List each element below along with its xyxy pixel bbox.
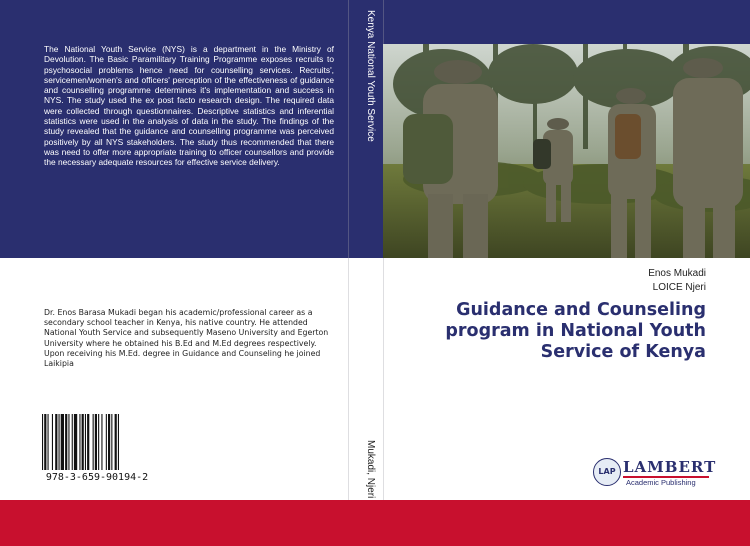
soldiers-photo [383, 44, 750, 258]
author-name: Enos Mukadi [648, 268, 706, 279]
cover-red-band [0, 500, 750, 546]
publisher-logo [593, 456, 717, 490]
publisher-name: LAMBERT [623, 458, 717, 476]
spine-fold-left [348, 0, 349, 500]
isbn-number: 978-3-659-90194-2 [45, 472, 149, 483]
book-title: Guidance and Counseling program in National Youth Service of Kenya [445, 300, 706, 362]
author-name: LOICE Njeri [652, 282, 706, 293]
back-cover-blurb: The National Youth Service (NYS) is a department in the Ministry of Devolution. The Basic Paramilitary Training Programme exposes recruits to psychosocial problems hence need for counselling services. Recruits', servicemen/women's and officers' perception of the effectiveness of guidance and counselling programme determines it's implementation and success in NYS. The study used the ex post facto research design. The required data were collected through questionnaires. Descriptive statistics and inferential statistics were used in the analysis of data in the study. The findings of the study revealed that the guidance and counselling programme was perceived positively by all NYS stakeholders. The study thus recommended that there was need to offer more appropriate training to officer counsellors and provide the necessary adequate resources for effective service delivery. [44, 44, 334, 168]
publisher-subtitle: Academic Publishing [626, 478, 696, 487]
spine-author [356, 440, 380, 500]
spine-title-text: Kenya National Youth Service [365, 10, 376, 142]
soldiers-photo-icon [383, 44, 750, 258]
spine-author-text: Mukadi, Njeri [365, 440, 376, 499]
barcode-icon [42, 414, 152, 472]
front-authors [648, 267, 706, 295]
spine-title [356, 10, 380, 250]
author-bio: Dr. Enos Barasa Mukadi began his academic/professional career as a secondary school teacher in Kenya, his native country. He attended National Youth Service and subsequently Maseno University and Egerton University where he obtained his B.Ed and M.Ed degrees respectively. Upon receiving his M.Ed. degree in Guidance and Counseling he joined Laikipia [44, 308, 329, 369]
lap-logo-icon: LAP [593, 458, 621, 486]
isbn-barcode [36, 410, 158, 490]
